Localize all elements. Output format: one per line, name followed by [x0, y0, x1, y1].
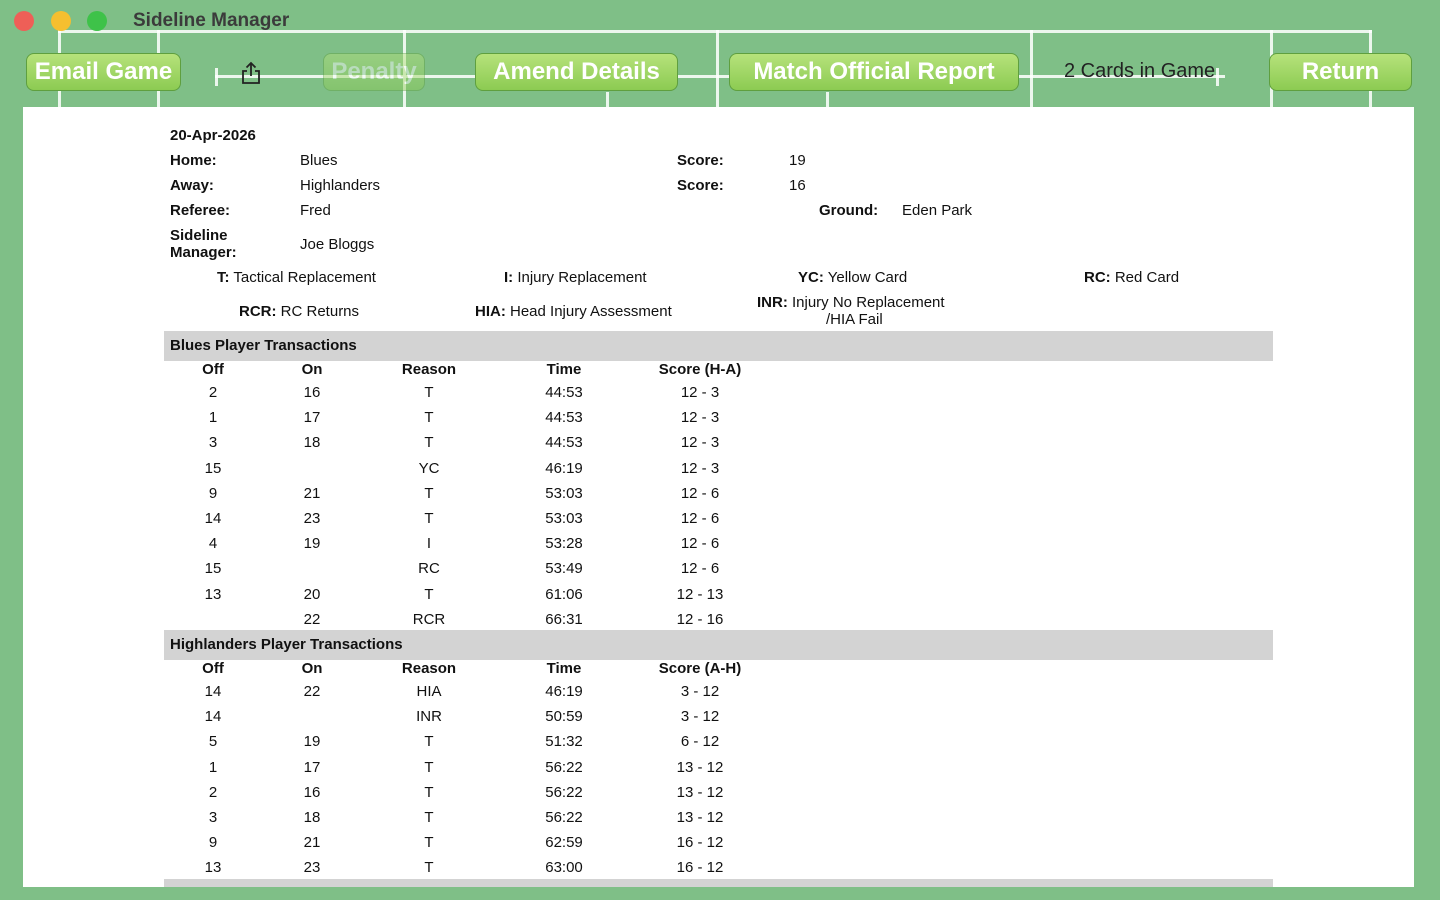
- table-row: [164, 705, 1273, 730]
- cell-on: 16: [303, 783, 321, 801]
- field-line: [606, 92, 609, 107]
- cell-score: 6 - 12: [680, 733, 720, 751]
- home-team: Blues: [300, 152, 338, 169]
- cell-reason: I: [426, 535, 432, 553]
- legend-item-red-card: RC: Red Card: [1084, 269, 1180, 286]
- cell-time: 56:22: [545, 809, 583, 826]
- penalty-button[interactable]: Penalty: [323, 53, 425, 91]
- blues-section-title: Blues Player Transactions: [170, 337, 357, 354]
- cell-on: 21: [303, 834, 321, 852]
- cell-time: 44:53: [545, 409, 583, 427]
- column-header-reason: Reason: [401, 660, 457, 677]
- cell-on: 22: [303, 610, 321, 628]
- cell-off: 9: [208, 834, 218, 852]
- away-score-label: Score:: [677, 177, 724, 194]
- cell-score: 12 - 3: [680, 384, 720, 401]
- cell-on: 23: [303, 859, 321, 877]
- column-header-on: On: [301, 361, 323, 378]
- return-button[interactable]: Return: [1269, 53, 1412, 91]
- cell-off: 14: [204, 683, 222, 700]
- cell-time: 56:22: [545, 783, 583, 801]
- cell-off: 3: [208, 434, 218, 452]
- cell-score: 3 - 12: [680, 683, 720, 700]
- field-line: [1216, 68, 1219, 86]
- column-header-time: Time: [546, 361, 582, 378]
- cell-time: 53:03: [545, 510, 583, 527]
- cell-on: 20: [303, 585, 321, 603]
- away-score: 16: [789, 177, 806, 194]
- share-button[interactable]: [238, 60, 264, 86]
- email-game-button[interactable]: Email Game: [26, 53, 181, 91]
- column-header-time: Time: [546, 660, 582, 677]
- zoom-window-button[interactable]: [87, 11, 107, 31]
- cell-off: 14: [204, 708, 222, 726]
- cell-off: 1: [208, 409, 218, 427]
- column-header-on: On: [301, 660, 323, 677]
- legend-item-hia: HIA: Head Injury Assessment: [475, 303, 672, 320]
- manager-label-line1: Sideline: [170, 227, 228, 244]
- table-row: [164, 457, 1273, 482]
- cell-reason: T: [424, 384, 434, 401]
- cell-time: 46:19: [545, 459, 583, 477]
- cell-reason: YC: [418, 459, 440, 477]
- home-label: Home:: [170, 152, 217, 169]
- cell-reason: T: [424, 834, 434, 852]
- table-row: [164, 583, 1273, 608]
- highlanders-section-title: Highlanders Player Transactions: [170, 636, 403, 653]
- cell-time: 44:53: [545, 434, 583, 452]
- cell-time: 53:03: [545, 484, 583, 502]
- cell-reason: HIA: [416, 683, 442, 700]
- cell-reason: T: [424, 510, 434, 527]
- blues-section-header: [164, 331, 1273, 361]
- table-row: [164, 730, 1273, 755]
- cell-score: 3 - 12: [680, 708, 720, 726]
- cell-reason: INR: [416, 708, 442, 726]
- cell-on: 23: [303, 510, 321, 527]
- match-official-report-button[interactable]: Match Official Report: [729, 53, 1019, 91]
- cell-score: 12 - 6: [680, 484, 720, 502]
- legend-item-tactical: T: Tactical Replacement: [217, 269, 376, 286]
- cell-time: 44:53: [545, 384, 583, 401]
- cell-reason: T: [424, 809, 434, 826]
- cell-off: 2: [208, 384, 218, 401]
- minimize-window-button[interactable]: [51, 11, 71, 31]
- table-row: [164, 507, 1273, 532]
- legend-item-yellow-card: YC: Yellow Card: [798, 269, 908, 286]
- column-header-off: Off: [202, 361, 224, 378]
- column-header-reason: Reason: [401, 361, 457, 378]
- cell-time: 62:59: [545, 834, 583, 852]
- cell-off: 13: [204, 585, 222, 603]
- cell-reason: RC: [418, 560, 440, 578]
- cell-off: 4: [208, 535, 218, 553]
- report-date: 20-Apr-2026: [170, 127, 256, 144]
- cell-score: 12 - 6: [680, 535, 720, 553]
- cell-time: 63:00: [545, 859, 583, 877]
- cell-reason: T: [424, 783, 434, 801]
- next-section-header: [164, 879, 1273, 887]
- field-line: [716, 30, 719, 107]
- ground-name: Eden Park: [902, 202, 973, 219]
- cell-off: 5: [208, 733, 218, 751]
- cell-time: 53:28: [545, 535, 583, 553]
- cell-on: 19: [303, 535, 321, 553]
- legend-item-inr: INR: Injury No Replacement: [757, 294, 945, 311]
- cell-reason: RCR: [412, 610, 446, 628]
- table-row: [164, 781, 1273, 806]
- cards-in-game-label: 2 Cards in Game: [1064, 60, 1216, 82]
- away-team: Highlanders: [300, 177, 381, 194]
- table-row: [164, 557, 1273, 582]
- manager-label-line2: Manager:: [170, 244, 237, 261]
- table-row: [164, 831, 1273, 856]
- legend-item-rc-returns: RCR: RC Returns: [239, 303, 360, 320]
- cell-time: 51:32: [545, 733, 583, 751]
- cell-on: 21: [303, 484, 321, 502]
- cell-off: 15: [204, 560, 222, 578]
- cell-on: 16: [303, 384, 321, 401]
- field-line: [826, 92, 829, 107]
- table-row: [164, 756, 1273, 781]
- table-row: [164, 680, 1273, 705]
- cell-score: 13 - 12: [676, 758, 724, 776]
- cell-on: 18: [303, 434, 321, 452]
- report-document: [23, 107, 1414, 887]
- cell-time: 50:59: [545, 708, 583, 726]
- cell-reason: T: [424, 758, 434, 776]
- referee-label: Referee:: [170, 202, 231, 219]
- table-header-row: [164, 358, 1273, 383]
- home-score: 19: [789, 152, 806, 169]
- cell-reason: T: [424, 859, 434, 877]
- cell-score: 12 - 6: [680, 510, 720, 527]
- table-row: [164, 482, 1273, 507]
- column-header-score: Score (H-A): [658, 361, 742, 378]
- cell-time: 56:22: [545, 758, 583, 776]
- highlanders-section-header: [164, 630, 1273, 660]
- cell-score: 16 - 12: [676, 859, 724, 877]
- cell-score: 16 - 12: [676, 834, 724, 852]
- cell-score: 12 - 16: [676, 610, 724, 628]
- column-header-score: Score (A-H): [658, 660, 742, 677]
- cell-score: 12 - 13: [676, 585, 724, 603]
- table-row: [164, 532, 1273, 557]
- cell-time: 46:19: [545, 683, 583, 700]
- cell-on: 17: [303, 758, 321, 776]
- away-label: Away:: [170, 177, 214, 194]
- cell-on: 19: [303, 733, 321, 751]
- table-row: [164, 806, 1273, 831]
- table-row: [164, 381, 1273, 406]
- amend-details-button[interactable]: Amend Details: [475, 53, 678, 91]
- cell-time: 66:31: [545, 610, 583, 628]
- cell-off: 14: [204, 510, 222, 527]
- cell-off: 1: [208, 758, 218, 776]
- ground-label: Ground:: [819, 202, 879, 219]
- cell-off: 2: [208, 783, 218, 801]
- legend-item-injury: I: Injury Replacement: [504, 269, 647, 286]
- field-line: [1030, 30, 1033, 107]
- table-row: [164, 406, 1273, 431]
- cell-off: 13: [204, 859, 222, 877]
- table-row: [164, 431, 1273, 456]
- cell-time: 61:06: [545, 585, 583, 603]
- window-title: Sideline Manager: [133, 10, 290, 31]
- cell-off: 9: [208, 484, 218, 502]
- cell-reason: T: [424, 409, 434, 427]
- cell-reason: T: [424, 484, 434, 502]
- cell-score: 12 - 6: [680, 560, 720, 578]
- share-icon: [240, 61, 262, 85]
- cell-score: 13 - 12: [676, 809, 724, 826]
- home-score-label: Score:: [677, 152, 724, 169]
- manager-name: Joe Bloggs: [300, 236, 375, 253]
- referee-name: Fred: [300, 202, 331, 219]
- cell-on: 17: [303, 409, 321, 427]
- cell-reason: T: [424, 585, 434, 603]
- cell-off: 15: [204, 459, 222, 477]
- table-header-row: [164, 657, 1273, 682]
- cell-on: 18: [303, 809, 321, 826]
- field-line: [215, 68, 218, 86]
- title-bar: [0, 0, 1440, 40]
- column-header-off: Off: [202, 660, 224, 677]
- cell-on: 22: [303, 683, 321, 700]
- cell-score: 13 - 12: [676, 783, 724, 801]
- cell-off: 3: [208, 809, 218, 826]
- cell-time: 53:49: [545, 560, 583, 578]
- cell-score: 12 - 3: [680, 459, 720, 477]
- cell-score: 12 - 3: [680, 434, 720, 452]
- legend-item-inr-line2: /HIA Fail: [826, 311, 883, 328]
- close-window-button[interactable]: [14, 11, 34, 31]
- table-row: [164, 856, 1273, 881]
- cell-score: 12 - 3: [680, 409, 720, 427]
- cell-reason: T: [424, 733, 434, 751]
- cell-reason: T: [424, 434, 434, 452]
